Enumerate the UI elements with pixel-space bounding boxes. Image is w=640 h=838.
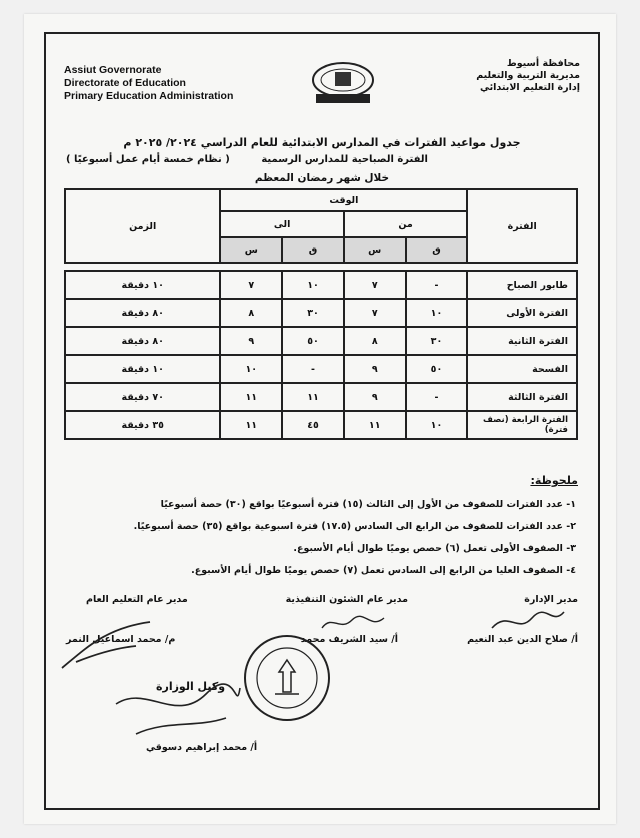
row-to-hour: ١٠: [220, 355, 282, 383]
header-from-minute: ق: [406, 237, 468, 263]
deputy-minister-name: أ/ محمد إبراهيم دسوقي: [146, 742, 258, 753]
arabic-header-line-2: مديرية التربية والتعليم: [476, 70, 580, 81]
row-to-hour: ١١: [220, 411, 282, 439]
row-period: الفسحة: [467, 355, 577, 383]
executive-director-title: مدير عام الشئون التنفيذية: [285, 594, 408, 605]
table-row: [65, 299, 577, 327]
table-spacer: [65, 263, 577, 271]
english-header-line-1: Assiut Governorate: [64, 64, 162, 76]
admin-director-title: مدير الإدارة: [524, 594, 578, 605]
english-header-line-3: Primary Education Administration: [64, 90, 234, 102]
deputy-signature-icon: [106, 674, 246, 744]
row-to-minute: ١١: [282, 383, 344, 411]
arabic-header-line-3: إدارة التعليم الابتدائي: [479, 82, 580, 93]
row-duration: ١٠ دقيقة: [65, 271, 220, 299]
row-to-hour: ٨: [220, 299, 282, 327]
general-director-title: مدير عام التعليم العام: [86, 594, 188, 605]
general-director-name: م/ محمد اسماعيل النمر: [66, 634, 176, 645]
note-item: ٢- عدد الفترات للصفوف من الرابع الى السادس (١٧.٥) فترة اسبوعية بواقع (٣٥) حصة أسبوعيًا.: [133, 521, 576, 532]
administration-logo: [308, 60, 378, 106]
row-to-minute: ٤٥: [282, 411, 344, 439]
arabic-header-line-1: محافظة أسيوط: [506, 58, 580, 69]
row-period: الفترة الثانية: [467, 327, 577, 355]
header-from: من: [344, 211, 467, 237]
row-from-minute: ١٠: [406, 411, 468, 439]
executive-signature-icon: [318, 610, 388, 636]
note-item: ٤- الصفوف العليا من الرابع إلى السادس تعمل (٧) حصص يوميًا طوال أيام الأسبوع.: [191, 565, 576, 576]
row-period: الفترة الأولى: [467, 299, 577, 327]
header-to-minute: ق: [282, 237, 344, 263]
english-header: [64, 64, 233, 103]
table-row: [65, 327, 577, 355]
row-duration: ٨٠ دقيقة: [65, 299, 220, 327]
document-sheet: [24, 14, 616, 824]
row-duration: ٣٥ دقيقة: [65, 411, 220, 439]
row-from-minute: ٥٠: [406, 355, 468, 383]
arabic-header: [476, 58, 580, 94]
row-to-minute: ١٠: [282, 271, 344, 299]
header-time: الوقت: [220, 189, 467, 211]
admin-director-name: أ/ صلاح الدين عبد النعيم: [467, 634, 578, 645]
notes-heading: ملحوظة:: [530, 474, 578, 487]
table-row: [65, 383, 577, 411]
row-from-minute: ٣٠: [406, 327, 468, 355]
row-period: الفترة الثالثة: [467, 383, 577, 411]
header-duration: الزمن: [65, 189, 220, 263]
row-from-minute: -: [406, 271, 468, 299]
work-system-label: ( نظام خمسة أيام عمل أسبوعيًا ): [66, 154, 230, 165]
row-from-hour: ٧: [344, 271, 406, 299]
row-to-hour: ١١: [220, 383, 282, 411]
english-header-line-2: Directorate of Education: [64, 77, 186, 89]
row-to-minute: ٣٠: [282, 299, 344, 327]
row-period: طابور الصباح: [467, 271, 577, 299]
row-to-hour: ٩: [220, 327, 282, 355]
row-from-minute: -: [406, 383, 468, 411]
row-from-hour: ١١: [344, 411, 406, 439]
document-title: جدول مواعيد الفترات في المدارس الابتدائية للعام الدراسي ٢٠٢٤/ ٢٠٢٥ م: [123, 136, 521, 149]
row-from-hour: ٩: [344, 355, 406, 383]
table-row: [65, 271, 577, 299]
note-item: ٣- الصفوف الأولى تعمل (٦) حصص يوميًا طوال أيام الأسبوع.: [293, 543, 576, 554]
row-from-hour: ٧: [344, 299, 406, 327]
notes-list: [68, 494, 576, 582]
row-to-minute: -: [282, 355, 344, 383]
table-row: [65, 355, 577, 383]
table-row: [65, 411, 577, 439]
shift-label: الفترة الصباحية للمدارس الرسمية: [261, 154, 428, 165]
row-duration: ٧٠ دقيقة: [65, 383, 220, 411]
schedule-table: [64, 188, 578, 440]
month-label: خلال شهر رمضان المعظم: [254, 172, 390, 184]
table-header-row: [65, 189, 577, 211]
row-duration: ٨٠ دقيقة: [65, 327, 220, 355]
admin-signature-icon: [488, 606, 568, 636]
row-period: الفترة الرابعة (نصف فترة): [467, 411, 577, 439]
header-period: الفترة: [467, 189, 577, 263]
row-from-hour: ٩: [344, 383, 406, 411]
header-to-hour: س: [220, 237, 282, 263]
row-from-hour: ٨: [344, 327, 406, 355]
row-to-minute: ٥٠: [282, 327, 344, 355]
executive-director-name: أ/ سيد الشريف محمد: [300, 634, 398, 645]
header-to: الى: [220, 211, 343, 237]
row-to-hour: ٧: [220, 271, 282, 299]
note-item: ١- عدد الفترات للصفوف من الأول إلى الثالث (١٥) فترة أسبوعيًا بواقع (٣٠) حصة أسبوعيًا: [160, 499, 576, 510]
row-from-minute: ١٠: [406, 299, 468, 327]
row-duration: ١٠ دقيقة: [65, 355, 220, 383]
official-stamp-icon: [241, 632, 333, 724]
deputy-minister-title: وكيل الوزارة: [156, 680, 226, 693]
document-frame: [44, 32, 600, 810]
general-signature-icon: [56, 618, 156, 678]
header-from-hour: س: [344, 237, 406, 263]
